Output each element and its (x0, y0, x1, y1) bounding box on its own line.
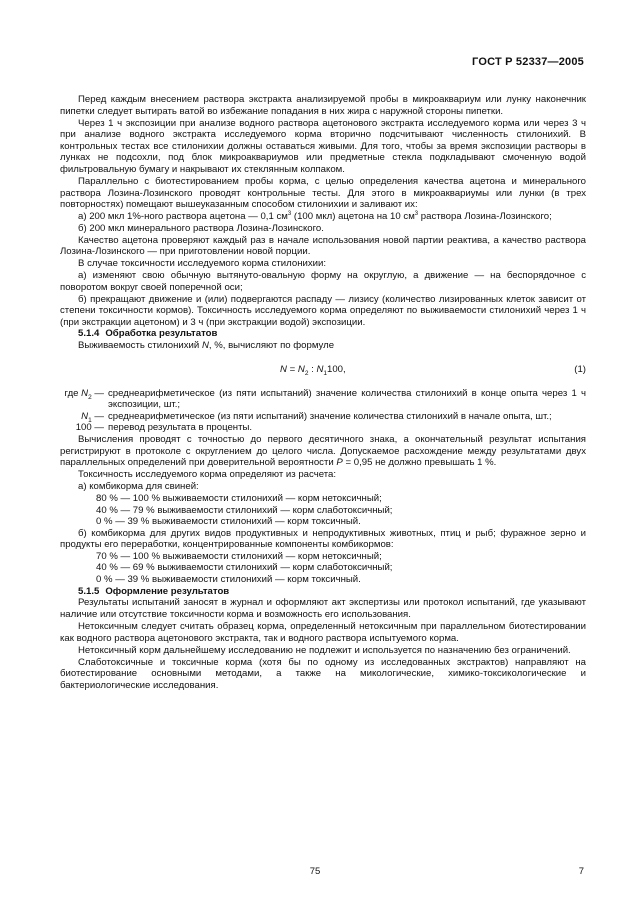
definition-row (60, 411, 586, 423)
operator: = (286, 363, 298, 375)
list-item: а) изменяют свою обычную вытянуто-овальную форму на округлую, а движение — на беспорядочное с поворотом вокруг своей поперечной оси; (60, 270, 586, 293)
definition-value: 100 (75, 422, 92, 434)
list-title: б) комбикорма для других видов продуктивных и непродуктивных животных, птиц и рыб; фуражное зерно и продукты его переработки, концентрированные компоненты комбикормов: (60, 527, 586, 551)
text-fragment: — (91, 422, 104, 434)
list-item: 0 % — 39 % выживаемости стилонихий — корм токсичный. (96, 516, 361, 528)
variable: N (81, 410, 89, 422)
list-item: 80 % — 100 % выживаемости стилонихий — корм нетоксичный; (96, 492, 382, 504)
paragraph (60, 434, 586, 469)
list-item: б) 200 мкл минерального раствора Лозина-Лозинского. (78, 223, 324, 235)
subscript: 1 (323, 369, 327, 377)
variable: N (316, 363, 324, 375)
page-number-center: 75 (309, 866, 321, 877)
section-number: 5.1.4 (78, 328, 100, 340)
variable: N (81, 387, 89, 399)
definition-text: среднеарифметическое (из пяти испытаний) значение количества стилонихий в начале опыта, шт.; (108, 410, 552, 422)
formula (60, 360, 586, 382)
definition-symbol (60, 422, 104, 434)
equation-number: (1) (574, 363, 586, 375)
variable: P (336, 457, 343, 469)
paragraph: В случае токсичности исследуемого корма стилонихии: (78, 258, 327, 270)
definition-symbol (60, 388, 104, 411)
list-item: 40 % — 69 % выживаемости стилонихий — корм слаботоксичный; (96, 562, 393, 574)
subscript: 1 (88, 416, 92, 424)
section-title: Обработка результатов (105, 328, 218, 340)
text-fragment: , %, вычисляют по формуле (208, 339, 335, 351)
list-item: 70 % — 100 % выживаемости стилонихий — корм нетоксичный; (96, 550, 382, 562)
definition-row (60, 422, 586, 434)
text-fragment: раствора Лозина-Лозинского; (418, 211, 552, 223)
text-fragment: 100, (327, 363, 346, 375)
operator: : (308, 363, 317, 375)
list-item: 40 % — 79 % выживаемости стилонихий — корм слаботоксичный; (96, 504, 393, 516)
text-fragment: где (64, 387, 82, 399)
subscript: 2 (304, 369, 309, 377)
list-title: а) комбикорма для свиней: (78, 481, 199, 493)
definition-symbol (60, 411, 104, 423)
formula-expression (280, 364, 346, 376)
text-fragment: а) 200 мкл 1%-ного раствора ацетона — 0,1 см (78, 211, 288, 223)
superscript: 3 (414, 211, 419, 218)
paragraph: Результаты испытаний заносят в журнал и оформляют акт экспертизы или протокол испытаний, где указывают наличие или отсутствие токсичности корма и возможность его использования. (60, 597, 586, 620)
paragraph: Через 1 ч экспозиции при анализе водного раствора ацетонового экстракта исследуемого корма или через 3 ч при анализе водного экстракта исследуемого корма вторично подсчитывают численность стилонихий. В контрольных тестах все стилонихии должны оставаться живыми. Для того, чтобы за время экспозиции растворы в лунках не подсохли, под блок микроаквариумов или предметные стекла подкладывают смоченную водой фильтровальную бумагу и накрывают их стеклянным колпаком. (60, 117, 586, 176)
text-fragment: = 0,95 не должно превышать 1 %. (342, 457, 497, 469)
section-heading (60, 328, 586, 340)
text-fragment: Вычисления проводят с точностью до первого десятичного знака, а окончательный результат испытания регистрируют в протоколе с округлением до целого числа. Допускаемое расхождение между результатами двух параллельных определений при доверительной вероятности (60, 433, 586, 469)
section-heading (60, 586, 586, 598)
document-body (60, 94, 586, 692)
variable: N (280, 363, 287, 375)
paragraph: Нетоксичным следует считать образец корма, определенный нетоксичным при параллельном биотестировании как водного раствора ацетонового экстракта, так и водного раствора испытуемого корма. (60, 620, 586, 644)
text-fragment: — (91, 387, 104, 399)
text-fragment: Выживаемость стилонихий (78, 339, 202, 351)
section-title: Оформление результатов (105, 585, 230, 597)
paragraph (60, 340, 586, 352)
paragraph: Качество ацетона проверяют каждый раз в начале использования новой партии реактива, а качество раствора Лозина-Лозинского — при приготовлении новой порции. (60, 234, 586, 258)
text-fragment: — (91, 410, 104, 422)
standard-header: ГОСТ Р 52337—2005 (472, 56, 584, 68)
list-item (60, 211, 586, 223)
text-fragment: (100 мкл) ацетона на 10 см (291, 211, 415, 223)
variable: N (201, 339, 209, 351)
paragraph: Перед каждым внесением раствора экстракта анализируемой пробы в микроаквариум или лунку наконечник пипетки следует вытирать ватой во избежание попадания в них жира с наружной стороны пипетки. (60, 94, 586, 117)
paragraph: Слаботоксичные и токсичные корма (хотя бы по одному из исследованных экстрактов) направляют на биотестирование основными методами, а также на микологические, химико-токсикологические и бактериологические исследования. (60, 656, 586, 691)
list-item: б) прекращают движение и (или) подвергаются распаду — лизису (количество лизированных клеток зависит от степени токсичности кормов). Токсичность исследуемого корма определяют по выживаемости стилонихий через 1 ч (при экстракции ацетоном) и 3 ч (при экстракции водой) экспозиции. (60, 293, 586, 328)
page-number-right: 7 (578, 866, 584, 877)
subscript: 2 (88, 393, 92, 401)
list-item: 0 % — 39 % выживаемости стилонихий — корм токсичный. (96, 574, 361, 586)
superscript: 3 (287, 211, 292, 218)
definition-text: перевод результата в проценты. (108, 422, 253, 434)
section-number: 5.1.5 (78, 585, 100, 597)
variable: N (297, 363, 305, 375)
paragraph: Нетоксичный корм дальнейшему исследованию не подлежит и используется по назначению без ограничений. (78, 644, 571, 656)
paragraph: Токсичность исследуемого корма определяют из расчета: (78, 469, 337, 481)
definition-text: среднеарифметическое (из пяти испытаний) значение количества стилонихий в конце опыта через 1 ч экспозиции, шт.; (108, 387, 586, 411)
definition-row (60, 388, 586, 411)
paragraph: Параллельно с биотестированием пробы корма, с целью определения качества ацетона и минерального раствора Лозина-Лозинского проводят контрольные тесты. Для этого в микроаквариумы или лунки (в трех повторностях) помещают вышеуказанным способом стилонихии и заливают их: (60, 176, 586, 211)
